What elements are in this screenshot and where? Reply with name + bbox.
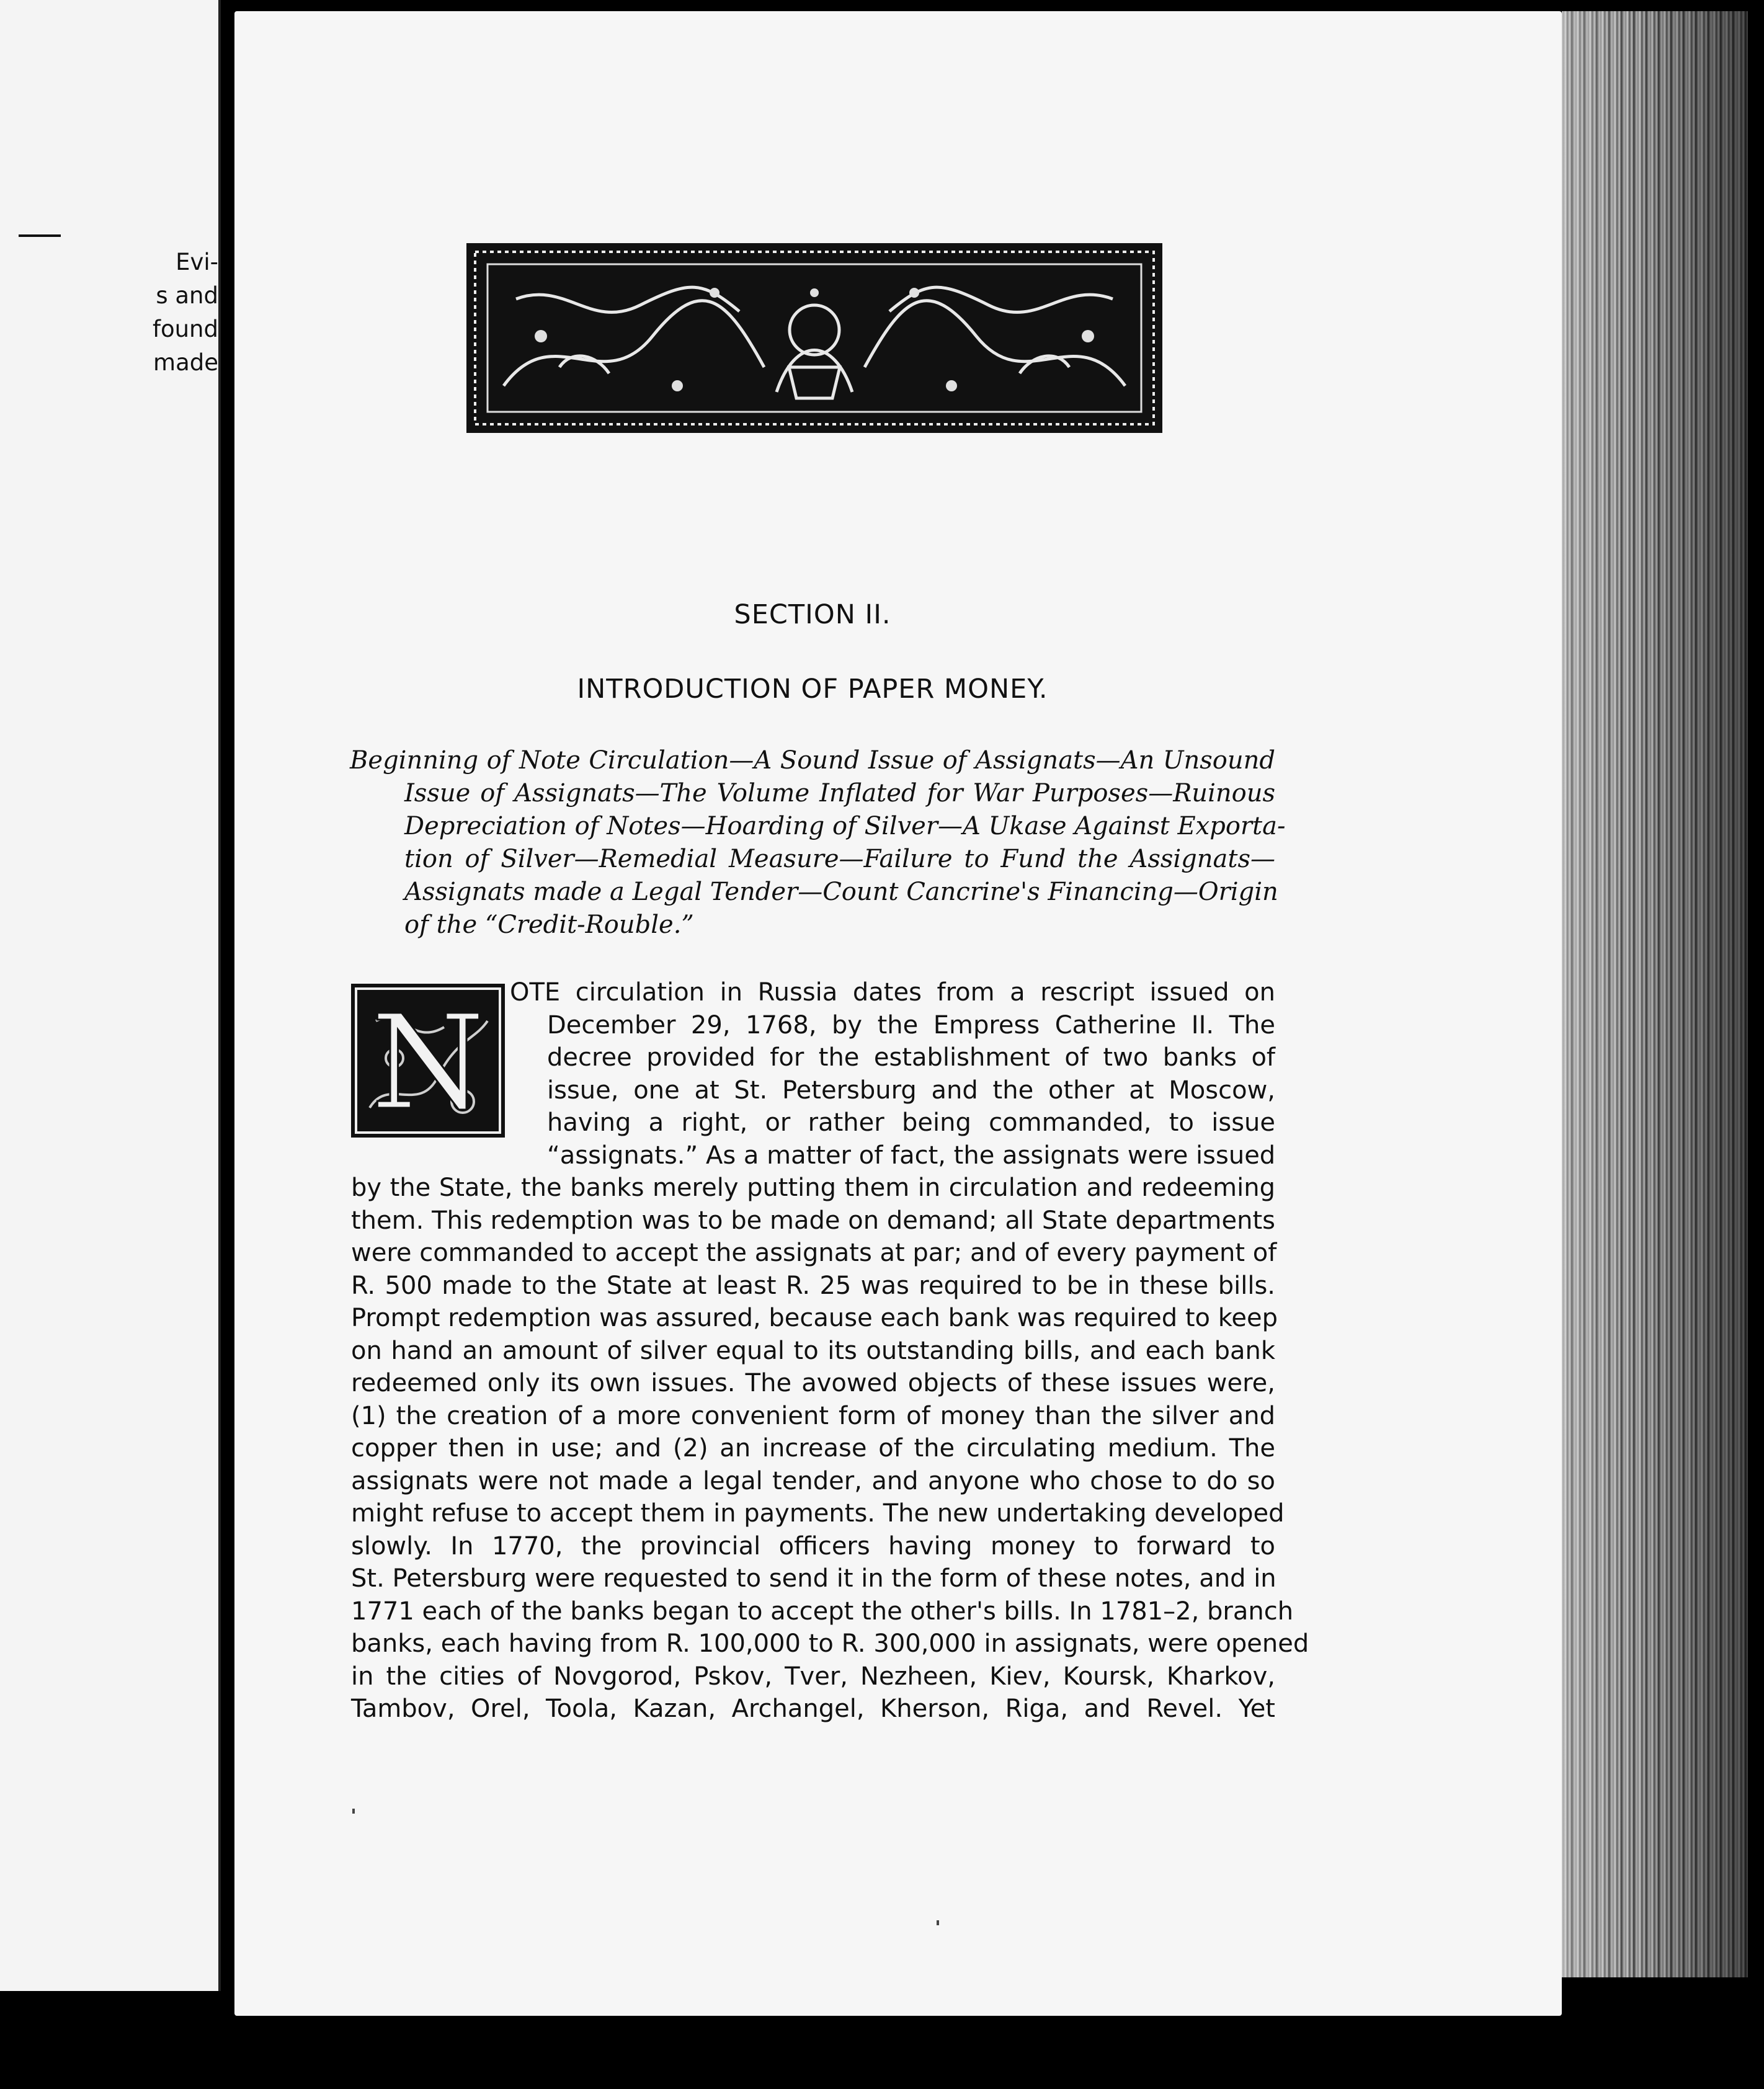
- body-line: redeemed only its own issues. The avowed objects of these issues were,: [351, 1369, 1275, 1397]
- decorative-headpiece: [466, 243, 1162, 433]
- body-line: decree provided for the establishment of two banks of: [547, 1043, 1275, 1072]
- body-line: on hand an amount of silver equal to its outstanding bills, and each bank: [351, 1336, 1275, 1365]
- synopsis-line: Issue of Assignats—The Volume Inflated for War Purposes—Ruinous: [404, 779, 1275, 808]
- body-line: by the State, the banks merely putting them in circulation and redeeming: [351, 1174, 1275, 1202]
- body-line: were commanded to accept the assignats at par; and of every payment of: [351, 1239, 1277, 1267]
- body-line: them. This redemption was to be made on demand; all State departments: [351, 1206, 1275, 1235]
- left-fragment: made: [153, 349, 218, 376]
- left-fragment: Evi-: [176, 249, 218, 275]
- synopsis-line: Assignats made a Legal Tender—Count Cancrine's Financing—Origin: [404, 878, 1278, 906]
- body-line: having a right, or rather being commanded, to issue: [547, 1108, 1275, 1137]
- body-line: St. Petersburg were requested to send it in the form of these notes, and in: [351, 1564, 1276, 1593]
- left-fragment: found: [152, 316, 218, 342]
- section-heading: SECTION II.: [734, 599, 891, 630]
- body-line: Prompt redemption was assured, because each bank was required to keep: [351, 1304, 1278, 1332]
- synopsis-line: Beginning of Note Circulation—A Sound Issue of Assignats—An Unsound: [350, 746, 1275, 775]
- body-line: issue, one at St. Petersburg and the other at Moscow,: [547, 1076, 1275, 1105]
- body-text: [351, 976, 1309, 1726]
- body-line: OTE circulation in Russia dates from a rescript issued on: [510, 978, 1275, 1007]
- body-line: banks, each having from R. 100,000 to R. 300,000 in assignats, were opened: [351, 1629, 1309, 1658]
- left-page-rule: [19, 234, 61, 237]
- drop-cap-letter: N: [371, 987, 485, 1138]
- body-line: in the cities of Novgorod, Pskov, Tver, Nezheen, Kiev, Koursk, Kharkov,: [351, 1662, 1275, 1691]
- synopsis-line: Depreciation of Notes—Hoarding of Silver—A Ukase Against Exporta-: [404, 812, 1286, 840]
- chapter-synopsis: [350, 744, 1286, 942]
- body-line: December 29, 1768, by the Empress Catherine II. The: [547, 1010, 1275, 1040]
- synopsis-line: of the “Credit-Rouble.”: [404, 911, 694, 939]
- print-speck: [937, 1920, 939, 1925]
- left-fragment: s and: [156, 282, 218, 309]
- body-line: assignats were not made a legal tender, and anyone who chose to do so: [351, 1466, 1275, 1495]
- book-page-edges: [1562, 11, 1748, 1977]
- chapter-title: INTRODUCTION OF PAPER MONEY.: [577, 674, 1048, 705]
- body-line: Tambov, Orel, Toola, Kazan, Archangel, Kherson, Riga, and Revel. Yet: [351, 1695, 1275, 1723]
- left-page: [0, 0, 221, 1991]
- body-line: 1771 each of the banks began to accept the other's bills. In 1781–2, branch: [351, 1597, 1294, 1626]
- left-page-text-fragments: [138, 246, 218, 380]
- body-line: slowly. In 1770, the provincial officers having money to forward to: [351, 1531, 1275, 1561]
- body-line: copper then in use; and (2) an increase of the circulating medium. The: [351, 1434, 1275, 1463]
- body-line: (1) the creation of a more convenient form of money than the silver and: [351, 1401, 1275, 1430]
- body-line: might refuse to accept them in payments. The new undertaking developed: [351, 1499, 1285, 1528]
- body-line: “assignats.” As a matter of fact, the assignats were issued: [547, 1141, 1276, 1170]
- synopsis-line: tion of Silver—Remedial Measure—Failure to Fund the Assignats—: [404, 845, 1275, 873]
- print-speck: [352, 1809, 355, 1814]
- body-line: R. 500 made to the State at least R. 25 was required to be in these bills.: [351, 1271, 1275, 1300]
- headpiece-ornament-icon: [466, 243, 1162, 433]
